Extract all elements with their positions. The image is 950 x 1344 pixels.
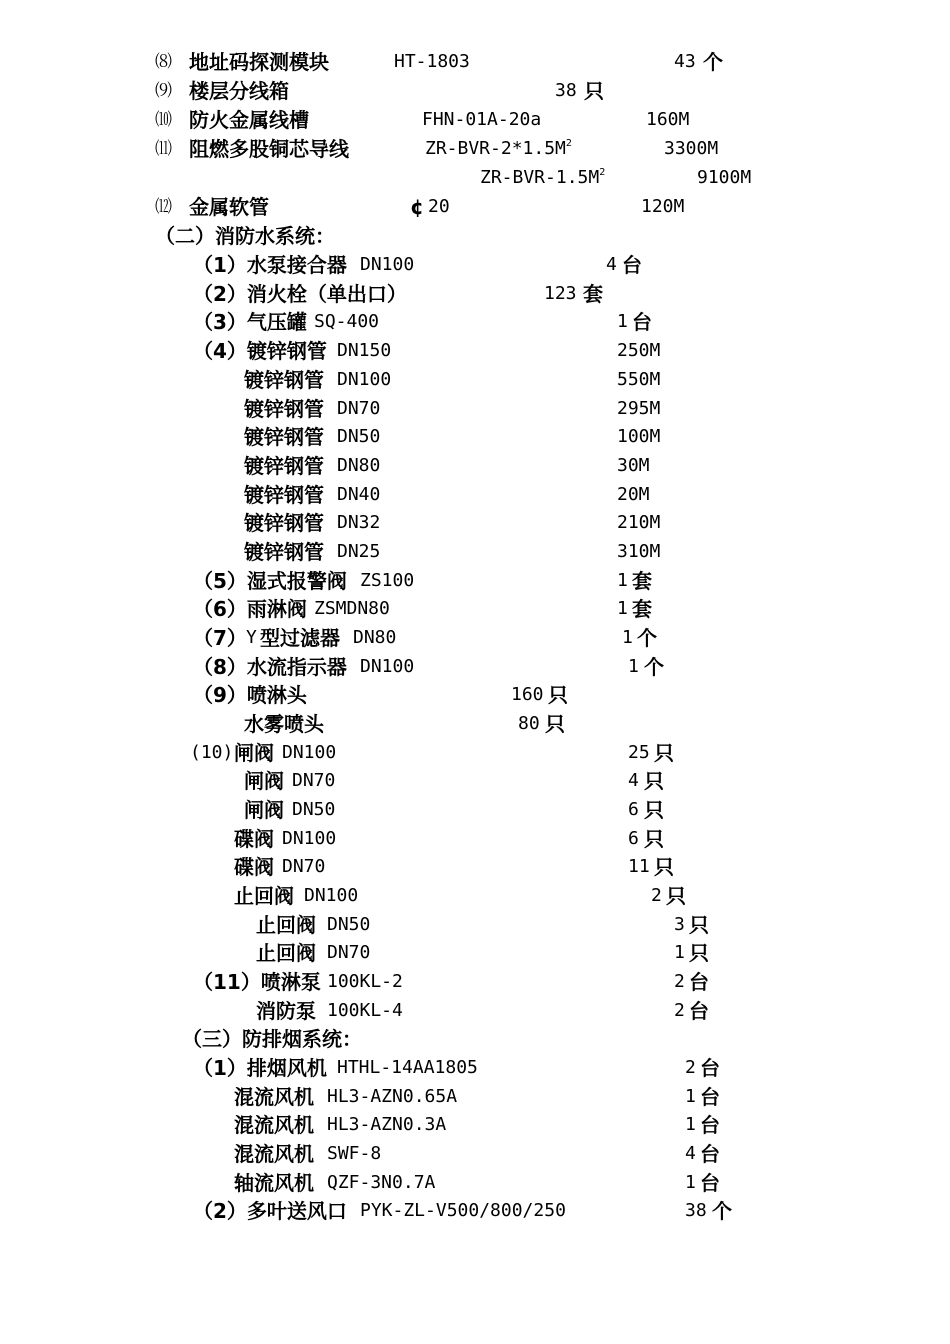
water-row: [0, 395, 950, 423]
item-8-row: [0, 48, 950, 76]
item-name: 金属软管: [189, 195, 269, 219]
water-heading-row: [0, 222, 950, 250]
row-quantity: 310M: [617, 541, 661, 562]
row-model: HL3-AZN0.65A: [327, 1086, 458, 1107]
row-model: DN70: [337, 398, 381, 419]
row-unit: 个: [712, 1199, 732, 1223]
row-label: 混流风机: [234, 1142, 314, 1166]
water-row: [0, 939, 950, 967]
model-text: ZR-BVR-2*1.5M: [425, 138, 566, 159]
row-label: 镀锌钢管: [244, 540, 324, 564]
item-unit: 只: [584, 79, 604, 103]
section-heading: （三）防排烟系统：: [182, 1027, 362, 1051]
water-row: [0, 653, 950, 681]
water-row: [0, 911, 950, 939]
smoke-row: [0, 1111, 950, 1139]
row-quantity: 3: [674, 914, 685, 935]
row-label: （6）雨淋阀: [193, 597, 307, 621]
row-quantity: 295M: [617, 398, 661, 419]
row-model: DN32: [337, 512, 381, 533]
item-unit: 个: [703, 50, 723, 74]
water-row: [0, 308, 950, 336]
row-label: （2）消火栓（单出口）: [193, 282, 407, 306]
water-row: [0, 853, 950, 881]
row-quantity: 1: [685, 1172, 696, 1193]
water-row: [0, 481, 950, 509]
row-quantity: 1: [685, 1086, 696, 1107]
row-label: 碟阀: [234, 827, 274, 851]
row-quantity: 6: [628, 799, 639, 820]
diameter-symbol: ¢: [410, 195, 424, 219]
row-unit: 只: [548, 683, 568, 707]
row-model: QZF-3N0.7A: [327, 1172, 436, 1193]
row-label: 镀锌钢管: [244, 425, 324, 449]
row-model: DN70: [292, 770, 336, 791]
row-quantity: 1: [685, 1114, 696, 1135]
row-quantity: 123: [544, 283, 577, 304]
row-unit: 套: [632, 569, 652, 593]
row-quantity: 100M: [617, 426, 661, 447]
row-quantity: 4: [685, 1143, 696, 1164]
smoke-row: [0, 1140, 950, 1168]
row-quantity: 1: [617, 598, 628, 619]
row-quantity: 1: [617, 570, 628, 591]
row-label: （5）湿式报警阀: [193, 569, 347, 593]
smoke-row: [0, 1054, 950, 1082]
row-model: ZS100: [360, 570, 415, 591]
item-11b-row: [0, 164, 950, 192]
item-quantity: 9100M: [697, 167, 752, 188]
row-model: 100KL-4: [327, 1000, 403, 1021]
row-model: DN100: [360, 656, 415, 677]
row-label-number: (10): [190, 742, 234, 763]
item-size: 20: [428, 196, 450, 217]
row-quantity: 2: [685, 1057, 696, 1078]
row-quantity: 11: [628, 856, 650, 877]
item-model: FHN-01A-20a: [422, 109, 542, 130]
row-model: DN70: [282, 856, 326, 877]
item-9-row: [0, 77, 950, 105]
row-model: HL3-AZN0.3A: [327, 1114, 447, 1135]
water-row: [0, 251, 950, 279]
item-quantity: 3300M: [664, 138, 719, 159]
row-unit: 台: [632, 310, 652, 334]
row-unit: 只: [654, 855, 674, 879]
row-label: 止回阀: [256, 913, 316, 937]
smoke-row: [0, 1083, 950, 1111]
water-row: [0, 280, 950, 308]
water-row: [0, 968, 950, 996]
item-quantity: 120M: [641, 196, 685, 217]
row-label: 水雾喷头: [244, 712, 324, 736]
section-heading: （二）消防水系统：: [155, 224, 335, 248]
row-label: （3）气压罐: [193, 310, 307, 334]
row-model: SQ-400: [314, 311, 380, 332]
row-quantity: 25: [628, 742, 650, 763]
water-row: [0, 624, 950, 652]
row-model: HTHL-14AA1805: [337, 1057, 478, 1078]
item-name: 地址码探测模块: [189, 50, 329, 74]
row-quantity: 38: [685, 1200, 707, 1221]
water-row: [0, 538, 950, 566]
water-row: [0, 997, 950, 1025]
item-name: 防火金属线槽: [189, 108, 309, 132]
row-quantity: 2: [674, 1000, 685, 1021]
row-unit: 只: [545, 712, 565, 736]
item-quantity: 160M: [646, 109, 690, 130]
water-row: [0, 710, 950, 738]
row-model: DN50: [337, 426, 381, 447]
item-quantity: 43: [674, 51, 696, 72]
item-name: 楼层分线箱: [189, 79, 289, 103]
row-model: SWF-8: [327, 1143, 382, 1164]
water-row: [0, 337, 950, 365]
smoke-row: [0, 1197, 950, 1225]
row-quantity: 80: [518, 713, 540, 734]
row-label: 镀锌钢管: [244, 454, 324, 478]
row-label: 镀锌钢管: [244, 511, 324, 535]
row-unit: 只: [644, 798, 664, 822]
row-label: 闸阀: [244, 798, 284, 822]
row-unit: 台: [700, 1142, 720, 1166]
row-label: 混流风机: [234, 1085, 314, 1109]
row-quantity: 1: [674, 942, 685, 963]
row-quantity: 4: [628, 770, 639, 791]
row-label: 闸阀: [234, 741, 274, 765]
row-model: DN100: [304, 885, 359, 906]
row-unit: 只: [644, 769, 664, 793]
smoke-heading-row: [0, 1025, 950, 1053]
row-label-letter: Y: [246, 627, 257, 648]
water-row: [0, 681, 950, 709]
row-model: DN100: [282, 742, 337, 763]
row-model: DN50: [327, 914, 371, 935]
row-label: （7）: [193, 626, 247, 650]
item-number: ⑿: [155, 197, 172, 216]
row-label: 止回阀: [256, 941, 316, 965]
row-label: 混流风机: [234, 1113, 314, 1137]
row-unit: 台: [700, 1056, 720, 1080]
row-unit: 套: [632, 597, 652, 621]
row-label: 镀锌钢管: [244, 483, 324, 507]
row-quantity: 6: [628, 828, 639, 849]
row-label: （4）镀锌钢管: [193, 339, 327, 363]
water-row: [0, 767, 950, 795]
row-unit: 个: [637, 626, 657, 650]
row-unit: 只: [644, 827, 664, 851]
row-quantity: 1: [617, 311, 628, 332]
row-label: 镀锌钢管: [244, 397, 324, 421]
row-quantity: 250M: [617, 340, 661, 361]
smoke-row: [0, 1169, 950, 1197]
row-label: 止回阀: [234, 884, 294, 908]
row-label: 闸阀: [244, 769, 284, 793]
row-unit: 个: [644, 655, 664, 679]
row-quantity: 210M: [617, 512, 661, 533]
superscript: 2: [599, 167, 606, 178]
row-unit: 只: [666, 884, 686, 908]
item-number: ⑾: [155, 139, 172, 158]
item-quantity: 38: [555, 80, 577, 101]
row-model: ZSMDN80: [314, 598, 390, 619]
water-row: [0, 825, 950, 853]
item-name: 阻燃多股铜芯导线: [189, 137, 349, 161]
row-quantity: 2: [651, 885, 662, 906]
row-model: DN80: [353, 627, 397, 648]
water-row: [0, 366, 950, 394]
row-model: 100KL-2: [327, 971, 403, 992]
row-quantity: 160: [511, 684, 544, 705]
row-label: 碟阀: [234, 855, 274, 879]
row-label: （11）喷淋泵: [193, 970, 321, 994]
superscript: 2: [565, 138, 572, 149]
row-unit: 台: [700, 1113, 720, 1137]
row-unit: 套: [583, 282, 603, 306]
row-label-rest: 型过滤器: [260, 626, 340, 650]
row-label: 镀锌钢管: [244, 368, 324, 392]
water-row: [0, 882, 950, 910]
row-model: DN100: [282, 828, 337, 849]
row-label: （1）排烟风机: [193, 1056, 327, 1080]
row-unit: 只: [654, 741, 674, 765]
row-quantity: 30M: [617, 455, 650, 476]
water-row: [0, 452, 950, 480]
row-label: （9）喷淋头: [193, 683, 307, 707]
row-model: DN25: [337, 541, 381, 562]
row-model: DN50: [292, 799, 336, 820]
row-label: （8）水流指示器: [193, 655, 347, 679]
water-row: [0, 739, 950, 767]
row-unit: 只: [689, 913, 709, 937]
row-label: 消防泵: [256, 999, 316, 1023]
row-label: 轴流风机: [234, 1171, 314, 1195]
row-model: DN80: [337, 455, 381, 476]
row-quantity: 550M: [617, 369, 661, 390]
row-unit: 台: [689, 970, 709, 994]
item-12-row: [0, 193, 950, 221]
water-row: [0, 796, 950, 824]
row-quantity: 1: [622, 627, 633, 648]
row-unit: 台: [700, 1085, 720, 1109]
row-model: DN70: [327, 942, 371, 963]
water-row: [0, 595, 950, 623]
row-model: DN100: [337, 369, 392, 390]
row-unit: 台: [689, 999, 709, 1023]
item-10-row: [0, 106, 950, 134]
row-quantity: 4: [606, 254, 617, 275]
item-model: [480, 164, 605, 192]
row-quantity: 20M: [617, 484, 650, 505]
row-model: DN100: [360, 254, 415, 275]
item-11-row: [0, 135, 950, 163]
item-number: ⑼: [155, 81, 172, 100]
item-number: ⑻: [155, 52, 172, 71]
row-quantity: 2: [674, 971, 685, 992]
item-number: ⑽: [155, 110, 172, 129]
row-model: DN40: [337, 484, 381, 505]
model-text: ZR-BVR-1.5M: [480, 167, 600, 188]
water-row: [0, 423, 950, 451]
row-unit: 台: [700, 1171, 720, 1195]
item-model: HT-1803: [394, 51, 470, 72]
row-model: DN150: [337, 340, 392, 361]
row-quantity: 1: [628, 656, 639, 677]
row-unit: 台: [622, 253, 642, 277]
water-row: [0, 509, 950, 537]
item-model: [425, 135, 572, 163]
row-model: PYK-ZL-V500/800/250: [360, 1200, 566, 1221]
row-label: （2）多叶送风口: [193, 1199, 347, 1223]
row-label: （1）水泵接合器: [193, 253, 347, 277]
water-row: [0, 567, 950, 595]
row-unit: 只: [689, 941, 709, 965]
